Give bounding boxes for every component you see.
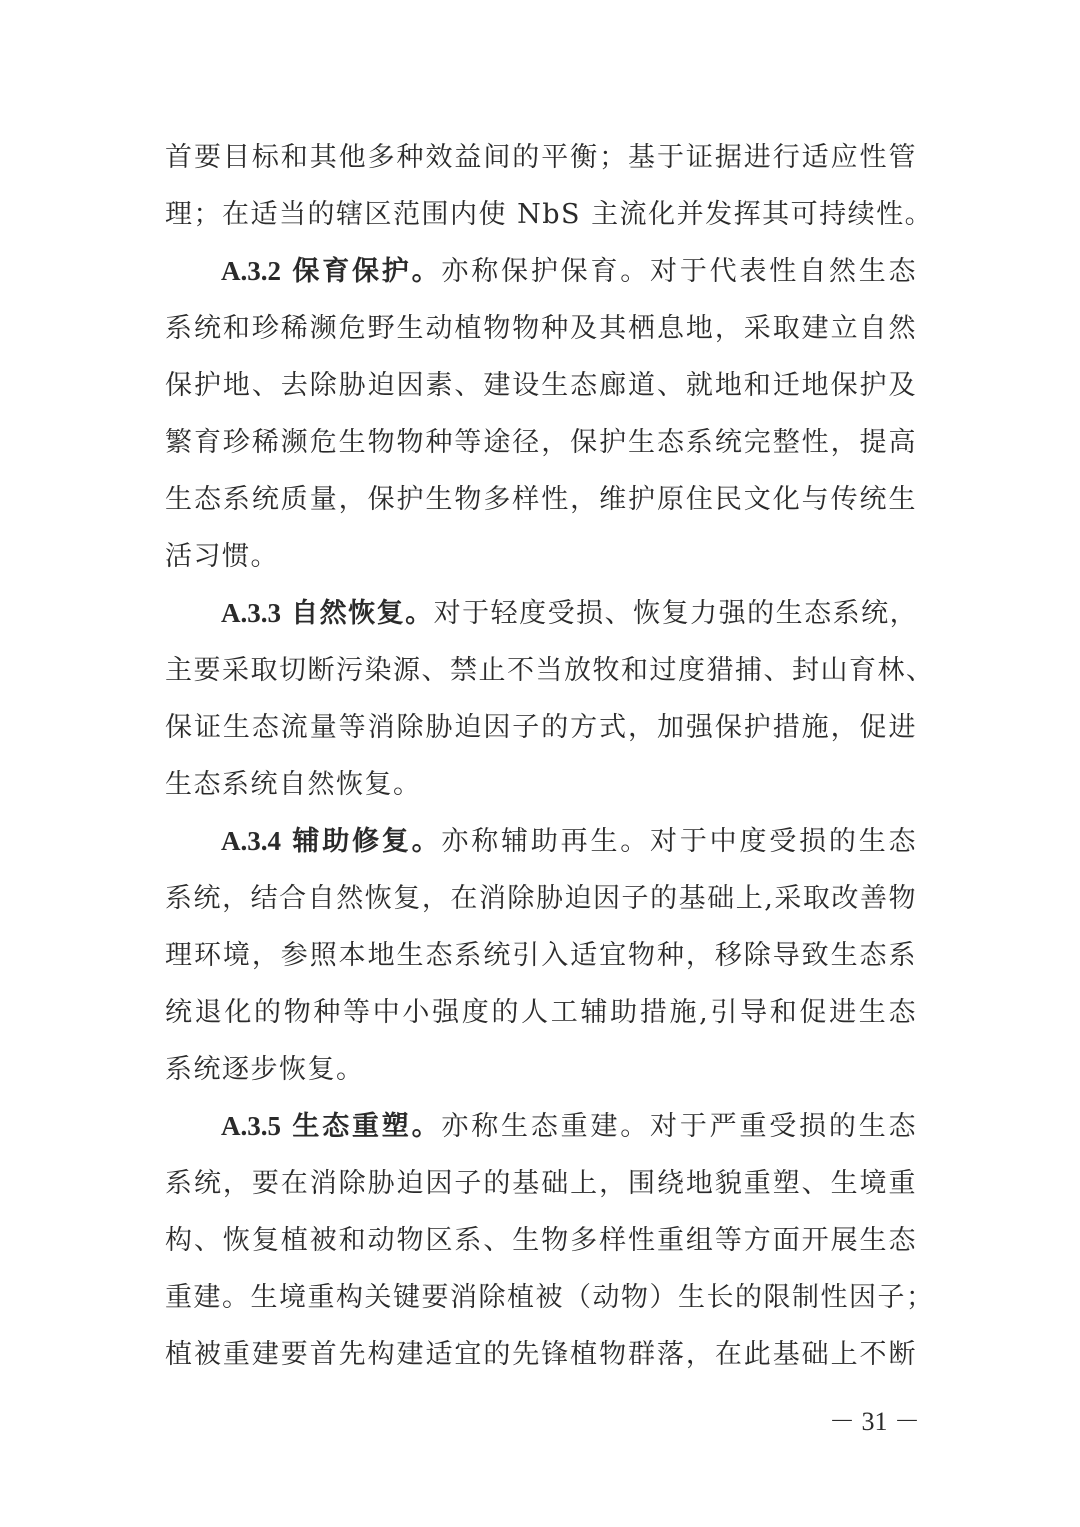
section-a-3-4-first-line [165,813,917,870]
section-heading: 保育保护。 [292,256,442,287]
text-line: 植被重建要首先构建适宜的先锋植物群落，在此基础上不断 [165,1339,917,1370]
text-line: 繁育珍稀濒危生物物种等途径，保护生态系统完整性，提高 [165,427,917,458]
text-line: 保证生态流量等消除胁迫因子的方式，加强保护措施，促进 [165,712,917,743]
text-line: 系统逐步恢复。 [165,1054,365,1085]
section-heading: 辅助修复。 [292,826,442,857]
section-number: A.3.5 [221,1111,281,1141]
text-line: 主要采取切断污染源、禁止不当放牧和过度猎捕、封山育林、 [165,655,935,686]
document-body [165,129,935,1383]
section-a-3-5-first-line [165,1098,917,1155]
text-line: 系统和珍稀濒危野生动植物物种及其栖息地，采取建立自然 [165,313,917,344]
section-a-3-2-first-line [165,243,917,300]
section-a-3-3-first-line [165,585,917,642]
text-line: 构、恢复植被和动物区系、生物多样性重组等方面开展生态 [165,1225,917,1256]
text-segment: 亦称保护保育。对于代表性自然生态 [441,256,917,287]
section-number: A.3.4 [221,826,281,856]
text-line: 生态系统自然恢复。 [165,769,422,800]
text-line: 理环境，参照本地生态系统引入适宜物种，移除导致生态系 [165,940,917,971]
section-heading: 生态重塑。 [292,1111,442,1142]
section-number: A.3.2 [221,256,281,286]
text-line: 重建。生境重构关键要消除植被（动物）生长的限制性因子； [165,1282,935,1313]
section-heading: 自然恢复。 [291,598,434,629]
page-number: － 31 － [828,1407,920,1436]
text-segment: 对于轻度受损、恢复力强的生态系统， [433,598,919,629]
text-line: 活习惯。 [165,541,279,572]
section-number: A.3.3 [221,598,281,628]
text-line: 首要目标和其他多种效益间的平衡；基于证据进行适应性管 [165,142,917,173]
text-line: 系统，结合自然恢复，在消除胁迫因子的基础上,采取改善物 [165,883,917,914]
text-segment: 亦称生态重建。对于严重受损的生态 [441,1111,917,1142]
text-line: 保护地、去除胁迫因素、建设生态廊道、就地和迁地保护及 [165,370,917,401]
text-line: 理；在适当的辖区范围内使 NbS 主流化并发挥其可持续性。 [165,199,934,230]
text-line: 生态系统质量，保护生物多样性，维护原住民文化与传统生 [165,484,917,515]
text-line: 系统，要在消除胁迫因子的基础上，围绕地貌重塑、生境重 [165,1168,917,1199]
text-line: 统退化的物种等中小强度的人工辅助措施,引导和促进生态 [165,997,917,1028]
text-segment: 亦称辅助再生。对于中度受损的生态 [441,826,917,857]
